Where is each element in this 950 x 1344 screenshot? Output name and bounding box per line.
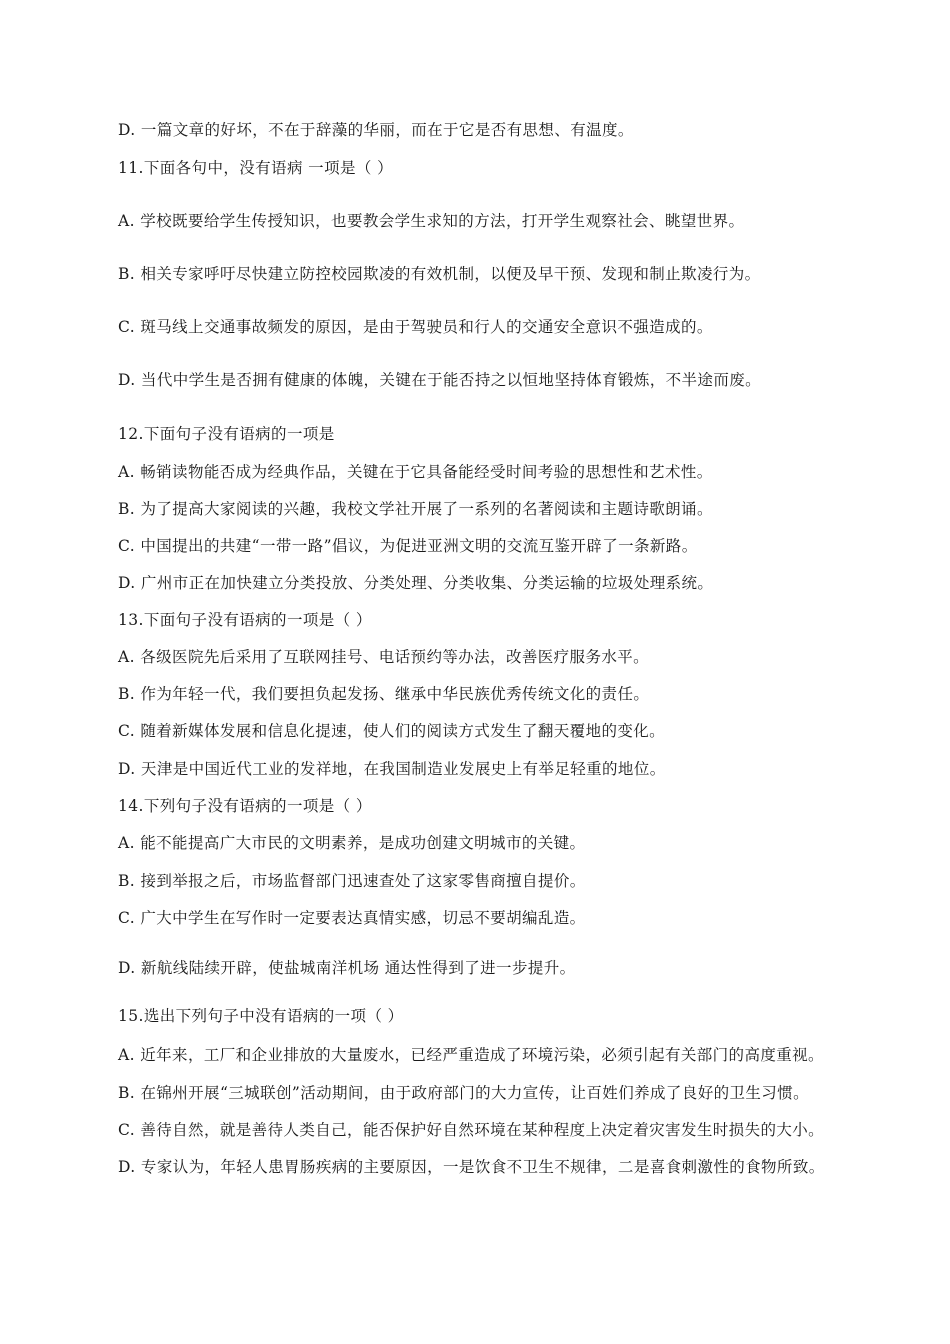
- q12-stem: 12.下面句子没有语病的一项是: [118, 425, 335, 443]
- q11-option-c: C. 斑马线上交通事故频发的原因，是由于驾驶员和行人的交通安全意识不强造成的。: [118, 318, 713, 336]
- q15-option-d: D. 专家认为，年轻人患胃肠疾病的主要原因，一是饮食不卫生不规律，二是喜食刺激性的食物所致。: [118, 1158, 825, 1176]
- q10-option-d: D. 一篇文章的好坏，不在于辞藻的华丽，而在于它是否有思想、有温度。: [118, 121, 634, 139]
- q12-option-c: C. 中国提出的共建“一带一路”倡议，为促进亚洲文明的交流互鉴开辟了一条新路。: [118, 537, 698, 555]
- q13-option-c: C. 随着新媒体发展和信息化提速，使人们的阅读方式发生了翻天覆地的变化。: [118, 722, 666, 740]
- q11-stem: 11.下面各句中，没有语病 一项是（ ）: [118, 159, 394, 177]
- q12-option-b: B. 为了提高大家阅读的兴趣，我校文学社开展了一系列的名著阅读和主题诗歌朗诵。: [118, 500, 713, 518]
- q11-option-a: A. 学校既要给学生传授知识，也要教会学生求知的方法，打开学生观察社会、眺望世界。: [118, 212, 745, 230]
- q14-option-c: C. 广大中学生在写作时一定要表达真情实感，切忌不要胡编乱造。: [118, 909, 586, 927]
- q12-option-a: A. 畅销读物能否成为经典作品，关键在于它具备能经受时间考验的思想性和艺术性。: [118, 463, 713, 481]
- q15-option-b: B. 在锦州开展“三城联创”活动期间，由于政府部门的大力宣传，让百姓们养成了良好的卫生习惯。: [118, 1084, 809, 1102]
- q11-option-d: D. 当代中学生是否拥有健康的体魄，关键在于能否持之以恒地坚持体育锻炼，不半途而废。: [118, 371, 762, 389]
- q13-option-a: A. 各级医院先后采用了互联网挂号、电话预约等办法，改善医疗服务水平。: [118, 648, 650, 666]
- q15-option-a: A. 近年来，工厂和企业排放的大量废水，已经严重造成了环境污染，必须引起有关部门的高度重视。: [118, 1046, 824, 1064]
- q15-option-c: C. 善待自然，就是善待人类自己，能否保护好自然环境在某种程度上决定着灾害发生时损失的大小。: [118, 1121, 825, 1139]
- q14-option-b: B. 接到举报之后，市场监督部门迅速查处了这家零售商擅自提价。: [118, 872, 586, 890]
- q12-option-d: D. 广州市正在加快建立分类投放、分类处理、分类收集、分类运输的垃圾处理系统。: [118, 574, 714, 592]
- q14-option-d: D. 新航线陆续开辟，使盐城南洋机场 通达性得到了进一步提升。: [118, 959, 576, 977]
- q14-stem: 14.下列句子没有语病的一项是（ ）: [118, 797, 372, 815]
- q13-stem: 13.下面句子没有语病的一项是（ ）: [118, 611, 372, 629]
- q11-option-b: B. 相关专家呼吁尽快建立防控校园欺凌的有效机制，以便及早干预、发现和制止欺凌行为。: [118, 265, 761, 283]
- q13-option-b: B. 作为年轻一代，我们要担负起发扬、继承中华民族优秀传统文化的责任。: [118, 685, 650, 703]
- q13-option-d: D. 天津是中国近代工业的发祥地，在我国制造业发展史上有举足轻重的地位。: [118, 760, 666, 778]
- q14-option-a: A. 能不能提高广大市民的文明素养，是成功创建文明城市的关键。: [118, 834, 586, 852]
- q15-stem: 15.选出下列句子中没有语病的一项（ ）: [118, 1007, 404, 1025]
